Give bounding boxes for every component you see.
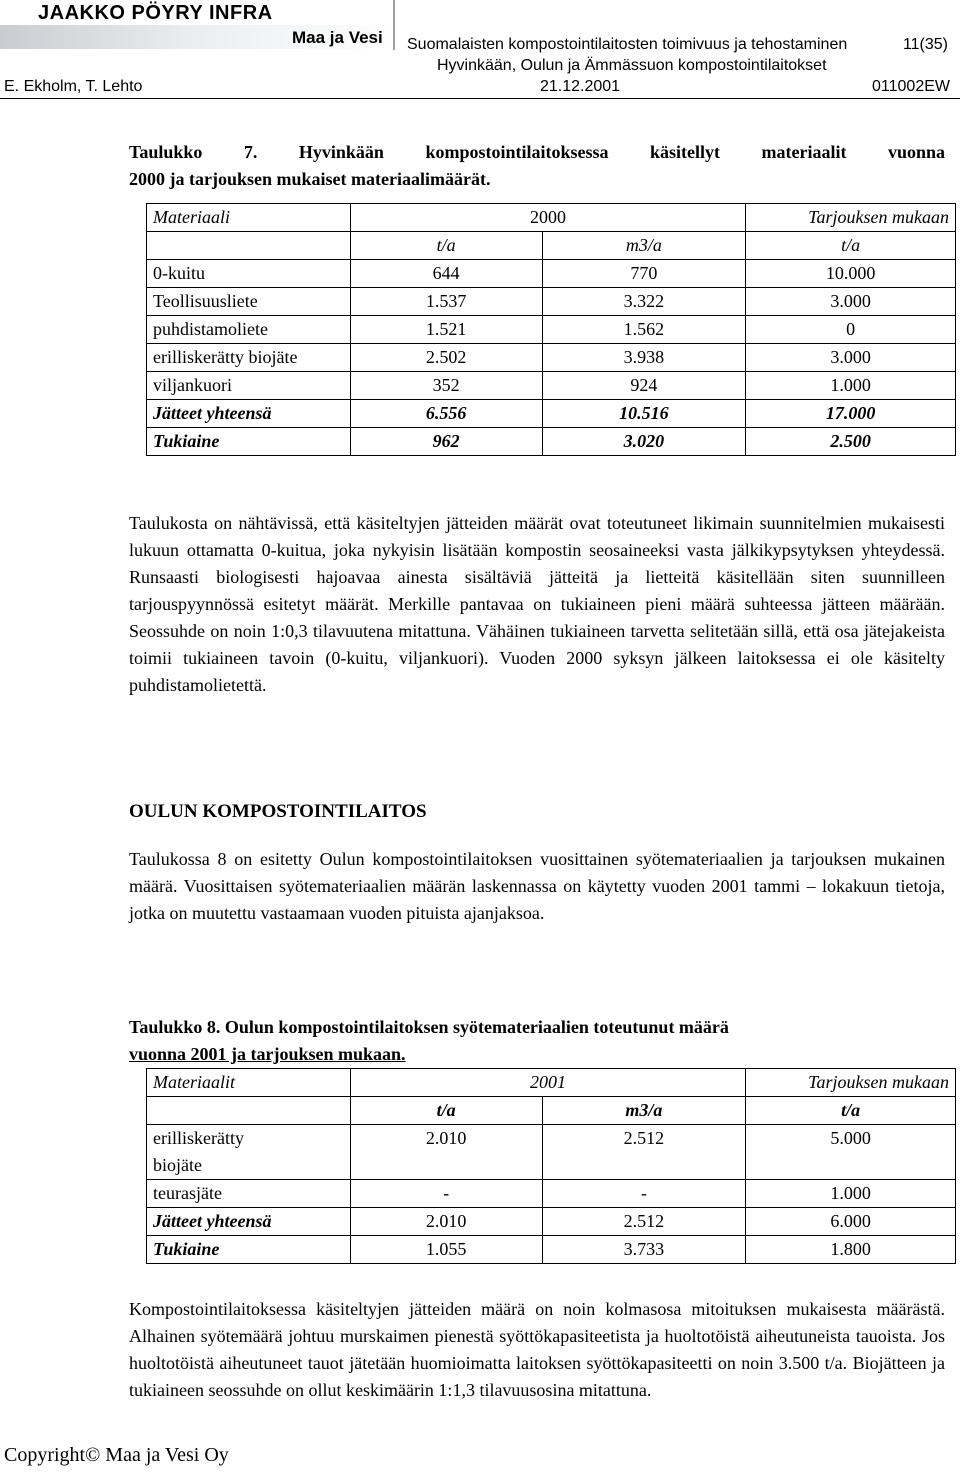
table-cell: erilliskerätty biojäte [147,344,351,372]
company-subbrand: Maa ja Vesi [292,28,383,47]
table-cell: 644 [350,260,542,288]
table-unit-cell: t/a [350,1097,542,1125]
table-cell: 2.512 [542,1125,746,1153]
page-number: 11(35) [902,36,948,53]
table-cell: 0-kuitu [147,260,351,288]
table-row [147,288,956,316]
table-row [147,232,956,260]
table-cell: viljankuori [147,372,351,400]
table-header-cell: Tarjouksen mukaan [746,1069,956,1097]
table-cell: 1.800 [746,1236,956,1264]
table-cell: 10.000 [746,260,956,288]
table-cell: 2.010 [350,1125,542,1153]
table-cell: 3.733 [542,1236,746,1264]
table-unit-cell: m3/a [542,232,746,260]
table-unit-cell: t/a [746,232,956,260]
table-cell [350,1152,542,1180]
header-rule [0,98,960,99]
table-unit-cell: t/a [746,1097,956,1125]
table-header-cell: 2001 [350,1069,745,1097]
paragraph-oulu-discussion: Kompostointilaitoksessa käsiteltyjen jätteiden määrä on noin kolmasosa mitoituksen mukaisesta määrästä. Alhainen syötemäärä johtuu murskaimen pienestä syöttökapasiteetista ja huoltotöistä aiheutuneista tauoista. Jos huoltotöistä aiheutuneet tauot jätetään huomioimatta laitoksen syöttökapasiteetti on noin 3.500 t/a. Biojätteen ja tukiaineen seossuhde on ollut keskimäärin 1:1,3 tilavuusosina mitattuna. [129,1299,945,1400]
table-row [147,1097,956,1125]
table-cell: 1.055 [350,1236,542,1264]
table-cell [746,1152,956,1180]
document-title: Suomalaisten kompostointilaitosten toimivuus ja tehostaminen [407,36,848,53]
table-cell: 17.000 [746,400,956,428]
table-cell: Jätteet yhteensä [147,400,351,428]
table-row [147,344,956,372]
table-cell [542,1152,746,1180]
table-row [147,1180,956,1208]
table-cell: 3.938 [542,344,746,372]
table-cell: 2.502 [350,344,542,372]
document-subtitle: Hyvinkään, Oulun ja Ämmässuon kompostointilaitokset [437,57,827,74]
table-cell: erilliskerätty [147,1125,351,1153]
table-cell: biojäte [147,1152,351,1180]
paragraph-oulu-intro: Taulukossa 8 on esitetty Oulun kompostointilaitoksen vuosittainen syötemateriaalien ja tarjouksen mukainen määrä. Vuosittaisen syötemateriaalien määrän laskennassa on käytetty vuoden 2001 tammi – lokakuun tietoja, jotka on muutettu vastaamaan vuoden pituista ajanjaksoa. [129,849,945,923]
table7 [146,203,956,456]
table-header-cell: Tarjouksen mukaan [746,204,956,232]
table-row [147,204,956,232]
table-cell: 1.537 [350,288,542,316]
table-cell: 5.000 [746,1125,956,1153]
table-row [147,1069,956,1097]
table-cell: 3.000 [746,288,956,316]
table-row [147,428,956,456]
table-cell: 962 [350,428,542,456]
paragraph-table7-discussion: Taulukosta on nähtävissä, että käsiteltyjen jätteiden määrät ovat toteutuneet likimain suunnitelmien mukaisesti lukuun ottamatta 0-kuitua, joka nykyisin lisätään kompostin seosaineeksi vasta jälkikypsytyksen yhteydessä. Runsaasti biologisesti hajoavaa ainesta sisältäviä jätteitä ja lietteitä käsitellään siten suunnilleen tarjouspyynnössä esitetyt määrät. Merkille pantavaa on tukiaineen pieni määrä suhteessa jätteen määrään. Seossuhde on noin 1:0,3 tilavuutena mitattuna. Vähäinen tukiaineen tarvetta selitetään sillä, että osa jätejakeista toimii tukiaineen tavoin (0-kuitu, viljankuori). Vuoden 2000 syksyn jälkeen laitoksessa ei ole käsitelty puhdistamolietettä. [129,513,945,695]
logo-separator [393,0,395,50]
table-unit-cell: m3/a [542,1097,746,1125]
company-logo: JAAKKO PÖYRY INFRA [38,2,273,24]
table-cell: - [542,1180,746,1208]
table-cell: 1.562 [542,316,746,344]
copyright-footer: Copyright© Maa ja Vesi Oy [4,1444,229,1466]
table-unit-cell: t/a [350,232,542,260]
table-row [147,1125,956,1153]
table-cell: 352 [350,372,542,400]
table-row [147,1152,956,1180]
table-cell: 3.020 [542,428,746,456]
table-cell [147,232,351,260]
table-cell: Tukiaine [147,428,351,456]
table7-caption-line1: Taulukko 7. Hyvinkään kompostointilaitoksessa käsitellyt materiaalit vuonna [129,142,945,162]
table-cell: 770 [542,260,746,288]
table-cell: teurasjäte [147,1180,351,1208]
table8-caption [129,1014,945,1068]
table-cell: puhdistamoliete [147,316,351,344]
table8-caption-line2: vuonna 2001 ja tarjouksen mukaan. [129,1044,406,1064]
table-cell: 3.000 [746,344,956,372]
table-cell: 1.521 [350,316,542,344]
table-cell: Teollisuusliete [147,288,351,316]
section-heading: OULUN KOMPOSTOINTILAITOS [129,801,427,822]
table-cell: 2.512 [542,1208,746,1236]
table-cell: 924 [542,372,746,400]
table-header-cell: Materiaalit [147,1069,351,1097]
authors: E. Ekholm, T. Lehto [4,78,143,95]
table-row [147,400,956,428]
table-header-cell: Materiaali [147,204,351,232]
table-cell: 1.000 [746,372,956,400]
table-cell: 6.000 [746,1208,956,1236]
table-cell: 1.000 [746,1180,956,1208]
table-row [147,260,956,288]
document-date: 21.12.2001 [540,78,621,95]
table-cell: - [350,1180,542,1208]
document-code: 011002EW [872,78,950,95]
table-cell: Jätteet yhteensä [147,1208,351,1236]
table-header-cell: 2000 [350,204,745,232]
table-cell: 0 [746,316,956,344]
table-cell: 10.516 [542,400,746,428]
table-row [147,1208,956,1236]
table-cell [147,1097,351,1125]
table-cell: Tukiaine [147,1236,351,1264]
table7-caption-line2: 2000 ja tarjouksen mukaiset materiaalimäärät. [129,169,491,189]
table-row [147,316,956,344]
table-cell: 2.500 [746,428,956,456]
table-cell: 6.556 [350,400,542,428]
table8 [146,1068,956,1264]
table-cell: 3.322 [542,288,746,316]
table-cell: 2.010 [350,1208,542,1236]
table-row [147,1236,956,1264]
table7-caption [129,139,945,193]
table8-caption-line1: Taulukko 8. Oulun kompostointilaitoksen syötemateriaalien toteutunut määrä [129,1017,729,1037]
table-row [147,372,956,400]
